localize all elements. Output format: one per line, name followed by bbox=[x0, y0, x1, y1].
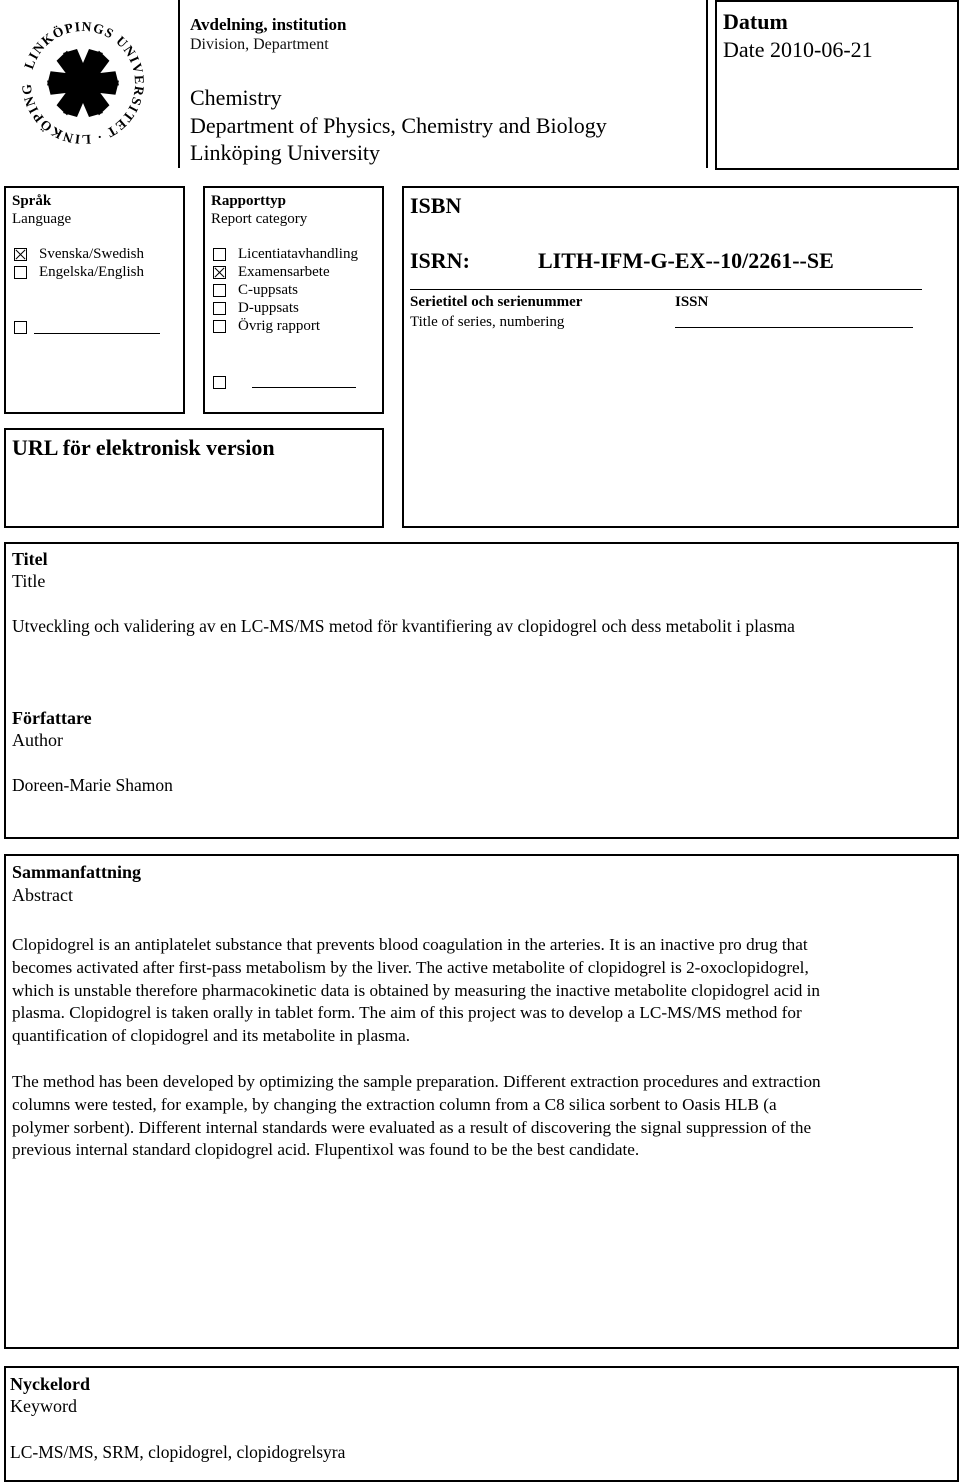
d-uppsats-checkbox[interactable] bbox=[213, 302, 226, 315]
licentiate-checkbox[interactable] bbox=[213, 248, 226, 261]
date-label: Datum bbox=[723, 9, 788, 34]
swedish-label: Svenska/Swedish bbox=[39, 246, 144, 262]
c-uppsats-label: C-uppsats bbox=[238, 282, 298, 298]
other-language-checkbox[interactable] bbox=[14, 321, 27, 334]
author-label-sv: Författare bbox=[12, 708, 92, 728]
language-label-en: Language bbox=[12, 211, 72, 227]
title-label-sv: Titel bbox=[12, 549, 48, 569]
date-box bbox=[715, 0, 959, 170]
other-category-blank bbox=[252, 387, 356, 388]
keyword-label-sv: Nyckelord bbox=[10, 1374, 90, 1394]
svg-text:LINKÖPINGS UNIVERSITET · LINKÖ: LINKÖPINGS UNIVERSITET · LINKÖPING bbox=[18, 18, 148, 148]
language-label-sv: Språk bbox=[12, 193, 52, 209]
isrn-value: LITH-IFM-G-EX--10/2261--SE bbox=[538, 248, 834, 273]
isrn-underline bbox=[410, 289, 922, 290]
swedish-checkbox[interactable] bbox=[14, 248, 27, 261]
licentiate-label: Licentiatavhandling bbox=[238, 246, 358, 262]
keyword-box bbox=[4, 1366, 959, 1482]
series-label-sv: Serietitel och serienummer bbox=[410, 294, 583, 310]
abstract-line: which is unstable therefore pharmacokinetic data is obtained by measuring the inactive metabolite clopidogrel acid in bbox=[12, 980, 821, 1000]
other-category-checkbox[interactable] bbox=[213, 376, 226, 389]
abstract-paragraph-1 bbox=[12, 934, 820, 1048]
date-value: Date 2010-06-21 bbox=[723, 37, 873, 62]
division-value bbox=[190, 84, 607, 167]
title-label-en: Title bbox=[12, 571, 46, 591]
isrn-label: ISRN: bbox=[410, 248, 470, 273]
other-report-checkbox[interactable] bbox=[213, 320, 226, 333]
abstract-label-sv: Sammanfattning bbox=[12, 862, 142, 882]
issn-label: ISSN bbox=[675, 294, 709, 310]
division-line: Linköping University bbox=[190, 140, 381, 165]
english-label: Engelska/English bbox=[39, 264, 144, 280]
author-label-en: Author bbox=[12, 730, 63, 750]
division-label-en: Division, Department bbox=[190, 36, 329, 53]
issn-underline bbox=[675, 327, 913, 328]
abstract-box bbox=[4, 854, 959, 1349]
d-uppsats-label: D-uppsats bbox=[238, 300, 299, 316]
abstract-line: previous internal standard clopidogrel acid. Flupentixol was found to be the best candidate. bbox=[12, 1140, 640, 1160]
keyword-label-en: Keyword bbox=[10, 1396, 77, 1416]
abstract-line: becomes activated after first-pass metabolism by the liver. The active metabolite of clopidogrel is 2-oxoclopidogrel, bbox=[12, 957, 809, 977]
isbn-box bbox=[402, 186, 959, 528]
division-label-sv: Avdelning, institution bbox=[190, 15, 347, 34]
university-seal-icon bbox=[18, 18, 148, 148]
examensarbete-checkbox[interactable] bbox=[213, 266, 226, 279]
url-label: URL för elektronisk version bbox=[12, 435, 275, 460]
report-label-sv: Rapporttyp bbox=[211, 193, 287, 209]
abstract-line: The method has been developed by optimizing the sample preparation. Different extraction procedures and extraction bbox=[12, 1072, 821, 1091]
author-value: Doreen-Marie Shamon bbox=[12, 775, 173, 795]
series-label-en: Title of series, numbering bbox=[410, 314, 565, 330]
keyword-value: LC-MS/MS, SRM, clopidogrel, clopidogrelsyra bbox=[10, 1442, 346, 1462]
abstract-line: quantification of clopidogrel and its metabolite in plasma. bbox=[12, 1026, 411, 1046]
c-uppsats-checkbox[interactable] bbox=[213, 284, 226, 297]
report-label-en: Report category bbox=[211, 211, 308, 227]
url-box bbox=[4, 428, 384, 528]
header-divider-left bbox=[178, 0, 180, 168]
report-category-box bbox=[203, 186, 384, 414]
header-divider-right bbox=[706, 0, 708, 168]
division-line: Department of Physics, Chemistry and Biology bbox=[190, 112, 607, 138]
other-language-blank bbox=[34, 333, 160, 334]
title-author-box bbox=[4, 542, 959, 839]
abstract-paragraph-2 bbox=[12, 1071, 821, 1162]
university-logo bbox=[18, 18, 148, 148]
examensarbete-label: Examensarbete bbox=[238, 264, 330, 280]
isbn-label: ISBN bbox=[410, 193, 462, 218]
abstract-line: polymer sorbent). Different internal standards were evaluated as a result of discovering the signal suppression of the bbox=[12, 1117, 812, 1137]
language-box bbox=[4, 186, 185, 414]
title-value: Utveckling och validering av en LC-MS/MS metod för kvantifiering av clopidogrel och dess metabolit i plasma bbox=[12, 616, 795, 636]
abstract-line: plasma. Clopidogrel is taken orally in tablet form. The aim of this project was to develop a LC-MS/MS method for bbox=[12, 1003, 802, 1023]
abstract-label-en: Abstract bbox=[12, 885, 73, 905]
abstract-line: columns were tested, for example, by changing the extraction column from a C8 silica sorbent to Oasis HLB (a bbox=[12, 1094, 777, 1114]
other-report-label: Övrig rapport bbox=[238, 318, 321, 334]
abstract-line: Clopidogrel is an antiplatelet substance that prevents blood coagulation in the arteries. It is an inactive pro drug that bbox=[12, 935, 808, 954]
division-line: Chemistry bbox=[190, 85, 282, 110]
english-checkbox[interactable] bbox=[14, 266, 27, 279]
